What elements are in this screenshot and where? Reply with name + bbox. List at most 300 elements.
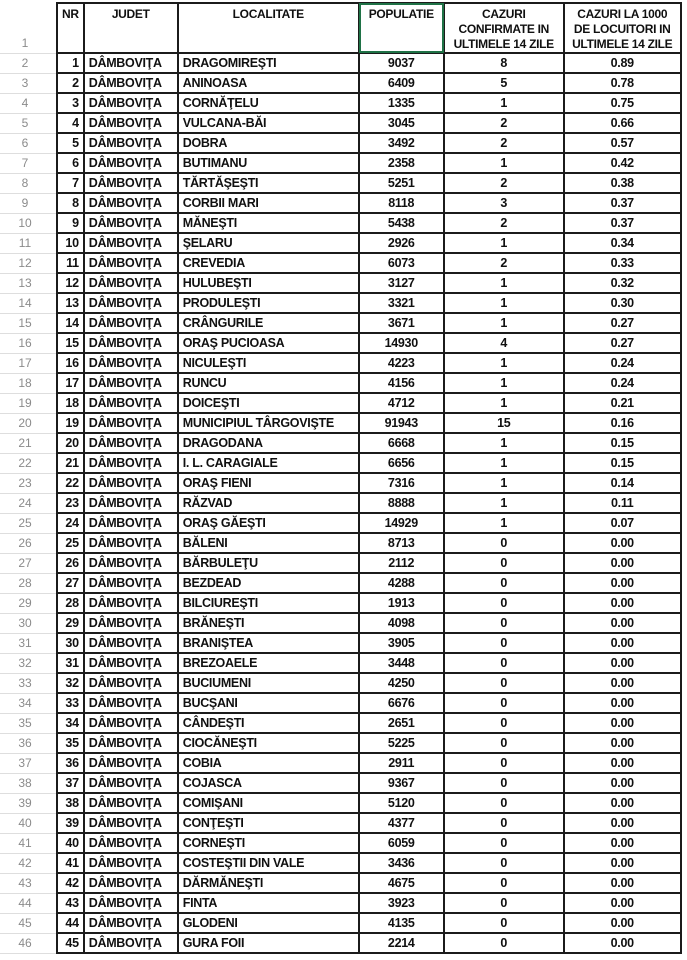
cell-judet[interactable]: DÂMBOVIŢA xyxy=(84,173,178,193)
cell-populatie[interactable]: 6059 xyxy=(359,833,444,853)
cell-rata[interactable]: 0.00 xyxy=(564,653,681,673)
cell-nr[interactable]: 11 xyxy=(57,253,84,273)
row-header[interactable]: 25 xyxy=(0,513,57,533)
cell-populatie[interactable]: 5120 xyxy=(359,793,444,813)
row-header[interactable]: 36 xyxy=(0,733,57,753)
cell-nr[interactable]: 28 xyxy=(57,593,84,613)
cell-nr[interactable]: 44 xyxy=(57,913,84,933)
cell-localitate[interactable]: CONŢEŞTI xyxy=(178,813,359,833)
cell-nr[interactable]: 21 xyxy=(57,453,84,473)
cell-nr[interactable]: 14 xyxy=(57,313,84,333)
cell-localitate[interactable]: BRĂNEŞTI xyxy=(178,613,359,633)
cell-judet[interactable]: DÂMBOVIŢA xyxy=(84,273,178,293)
cell-judet[interactable]: DÂMBOVIŢA xyxy=(84,493,178,513)
cell-populatie[interactable]: 3492 xyxy=(359,133,444,153)
cell-localitate[interactable]: MUNICIPIUL TÂRGOVIŞTE xyxy=(178,413,359,433)
row-header[interactable]: 16 xyxy=(0,333,57,353)
cell-localitate[interactable]: MĂNEŞTI xyxy=(178,213,359,233)
cell-populatie[interactable]: 3671 xyxy=(359,313,444,333)
cell-rata[interactable]: 0.00 xyxy=(564,573,681,593)
row-header[interactable]: 12 xyxy=(0,253,57,273)
cell-judet[interactable]: DÂMBOVIŢA xyxy=(84,193,178,213)
cell-judet[interactable]: DÂMBOVIŢA xyxy=(84,253,178,273)
row-header[interactable]: 35 xyxy=(0,713,57,733)
cell-rata[interactable]: 0.15 xyxy=(564,453,681,473)
column-header-populatie[interactable]: POPULATIE xyxy=(359,3,444,53)
cell-rata[interactable]: 0.57 xyxy=(564,133,681,153)
cell-cazuri[interactable]: 1 xyxy=(444,433,564,453)
row-header[interactable]: 6 xyxy=(0,133,57,153)
cell-localitate[interactable]: I. L. CARAGIALE xyxy=(178,453,359,473)
cell-localitate[interactable]: DOBRA xyxy=(178,133,359,153)
row-header[interactable]: 34 xyxy=(0,693,57,713)
cell-nr[interactable]: 29 xyxy=(57,613,84,633)
cell-judet[interactable]: DÂMBOVIŢA xyxy=(84,153,178,173)
cell-judet[interactable]: DÂMBOVIŢA xyxy=(84,113,178,133)
cell-judet[interactable]: DÂMBOVIŢA xyxy=(84,233,178,253)
cell-rata[interactable]: 0.00 xyxy=(564,613,681,633)
row-header[interactable]: 8 xyxy=(0,173,57,193)
row-header[interactable]: 13 xyxy=(0,273,57,293)
cell-judet[interactable]: DÂMBOVIŢA xyxy=(84,353,178,373)
cell-localitate[interactable]: NICULEŞTI xyxy=(178,353,359,373)
cell-populatie[interactable]: 91943 xyxy=(359,413,444,433)
cell-nr[interactable]: 25 xyxy=(57,533,84,553)
row-header[interactable]: 3 xyxy=(0,73,57,93)
cell-populatie[interactable]: 4223 xyxy=(359,353,444,373)
cell-rata[interactable]: 0.00 xyxy=(564,773,681,793)
cell-judet[interactable]: DÂMBOVIŢA xyxy=(84,333,178,353)
cell-cazuri[interactable]: 5 xyxy=(444,73,564,93)
cell-populatie[interactable]: 1913 xyxy=(359,593,444,613)
cell-judet[interactable]: DÂMBOVIŢA xyxy=(84,753,178,773)
cell-rata[interactable]: 0.27 xyxy=(564,313,681,333)
cell-localitate[interactable]: PRODULEŞTI xyxy=(178,293,359,313)
cell-populatie[interactable]: 3905 xyxy=(359,633,444,653)
cell-localitate[interactable]: COJASCA xyxy=(178,773,359,793)
column-header-judet[interactable]: JUDET xyxy=(84,3,178,53)
cell-rata[interactable]: 0.89 xyxy=(564,53,681,73)
cell-rata[interactable]: 0.16 xyxy=(564,413,681,433)
cell-rata[interactable]: 0.11 xyxy=(564,493,681,513)
cell-rata[interactable]: 0.14 xyxy=(564,473,681,493)
cell-cazuri[interactable]: 0 xyxy=(444,933,564,953)
cell-judet[interactable]: DÂMBOVIŢA xyxy=(84,593,178,613)
cell-rata[interactable]: 0.30 xyxy=(564,293,681,313)
cell-cazuri[interactable]: 0 xyxy=(444,733,564,753)
cell-populatie[interactable]: 6073 xyxy=(359,253,444,273)
row-header[interactable]: 9 xyxy=(0,193,57,213)
cell-populatie[interactable]: 6409 xyxy=(359,73,444,93)
cell-populatie[interactable]: 4098 xyxy=(359,613,444,633)
cell-judet[interactable]: DÂMBOVIŢA xyxy=(84,433,178,453)
cell-cazuri[interactable]: 8 xyxy=(444,53,564,73)
row-header[interactable]: 41 xyxy=(0,833,57,853)
cell-nr[interactable]: 3 xyxy=(57,93,84,113)
cell-judet[interactable]: DÂMBOVIŢA xyxy=(84,693,178,713)
cell-populatie[interactable]: 3923 xyxy=(359,893,444,913)
cell-populatie[interactable]: 6668 xyxy=(359,433,444,453)
cell-judet[interactable]: DÂMBOVIŢA xyxy=(84,133,178,153)
cell-localitate[interactable]: BEZDEAD xyxy=(178,573,359,593)
cell-localitate[interactable]: CREVEDIA xyxy=(178,253,359,273)
row-header[interactable]: 37 xyxy=(0,753,57,773)
cell-localitate[interactable]: CRÂNGURILE xyxy=(178,313,359,333)
cell-nr[interactable]: 23 xyxy=(57,493,84,513)
cell-populatie[interactable]: 3436 xyxy=(359,853,444,873)
cell-cazuri[interactable]: 0 xyxy=(444,613,564,633)
cell-rata[interactable]: 0.78 xyxy=(564,73,681,93)
cell-rata[interactable]: 0.37 xyxy=(564,193,681,213)
cell-rata[interactable]: 0.00 xyxy=(564,933,681,953)
cell-nr[interactable]: 39 xyxy=(57,813,84,833)
cell-rata[interactable]: 0.00 xyxy=(564,893,681,913)
cell-nr[interactable]: 10 xyxy=(57,233,84,253)
cell-rata[interactable]: 0.32 xyxy=(564,273,681,293)
row-header[interactable]: 18 xyxy=(0,373,57,393)
cell-judet[interactable]: DÂMBOVIŢA xyxy=(84,853,178,873)
cell-rata[interactable]: 0.00 xyxy=(564,833,681,853)
cell-rata[interactable]: 0.00 xyxy=(564,813,681,833)
row-header[interactable]: 29 xyxy=(0,593,57,613)
cell-cazuri[interactable]: 0 xyxy=(444,793,564,813)
cell-localitate[interactable]: VULCANA-BĂI xyxy=(178,113,359,133)
cell-cazuri[interactable]: 2 xyxy=(444,253,564,273)
cell-localitate[interactable]: CORNEŞTI xyxy=(178,833,359,853)
cell-nr[interactable]: 34 xyxy=(57,713,84,733)
cell-rata[interactable]: 0.27 xyxy=(564,333,681,353)
cell-cazuri[interactable]: 1 xyxy=(444,153,564,173)
cell-judet[interactable]: DÂMBOVIŢA xyxy=(84,613,178,633)
cell-localitate[interactable]: ORAŞ PUCIOASA xyxy=(178,333,359,353)
cell-nr[interactable]: 18 xyxy=(57,393,84,413)
row-header[interactable]: 27 xyxy=(0,553,57,573)
row-header[interactable]: 17 xyxy=(0,353,57,373)
cell-cazuri[interactable]: 0 xyxy=(444,753,564,773)
cell-populatie[interactable]: 8888 xyxy=(359,493,444,513)
row-header[interactable]: 44 xyxy=(0,893,57,913)
row-header[interactable]: 32 xyxy=(0,653,57,673)
cell-judet[interactable]: DÂMBOVIŢA xyxy=(84,93,178,113)
row-header[interactable]: 33 xyxy=(0,673,57,693)
cell-nr[interactable]: 38 xyxy=(57,793,84,813)
cell-localitate[interactable]: BREZOAELE xyxy=(178,653,359,673)
cell-judet[interactable]: DÂMBOVIŢA xyxy=(84,313,178,333)
cell-localitate[interactable]: BRANIŞTEA xyxy=(178,633,359,653)
cell-cazuri[interactable]: 0 xyxy=(444,653,564,673)
cell-populatie[interactable]: 4377 xyxy=(359,813,444,833)
cell-nr[interactable]: 15 xyxy=(57,333,84,353)
cell-localitate[interactable]: COBIA xyxy=(178,753,359,773)
cell-populatie[interactable]: 9037 xyxy=(359,53,444,73)
cell-nr[interactable]: 5 xyxy=(57,133,84,153)
cell-populatie[interactable]: 6676 xyxy=(359,693,444,713)
cell-populatie[interactable]: 2214 xyxy=(359,933,444,953)
cell-judet[interactable]: DÂMBOVIŢA xyxy=(84,653,178,673)
cell-rata[interactable]: 0.00 xyxy=(564,553,681,573)
cell-cazuri[interactable]: 4 xyxy=(444,333,564,353)
cell-populatie[interactable]: 3448 xyxy=(359,653,444,673)
cell-judet[interactable]: DÂMBOVIŢA xyxy=(84,573,178,593)
cell-cazuri[interactable]: 0 xyxy=(444,573,564,593)
cell-rata[interactable]: 0.00 xyxy=(564,853,681,873)
cell-nr[interactable]: 24 xyxy=(57,513,84,533)
cell-localitate[interactable]: RUNCU xyxy=(178,373,359,393)
cell-nr[interactable]: 33 xyxy=(57,693,84,713)
cell-populatie[interactable]: 4250 xyxy=(359,673,444,693)
cell-localitate[interactable]: CIOCĂNEŞTI xyxy=(178,733,359,753)
cell-localitate[interactable]: BUTIMANU xyxy=(178,153,359,173)
cell-localitate[interactable]: GLODENI xyxy=(178,913,359,933)
cell-judet[interactable]: DÂMBOVIŢA xyxy=(84,673,178,693)
cell-cazuri[interactable]: 2 xyxy=(444,133,564,153)
cell-judet[interactable]: DÂMBOVIŢA xyxy=(84,473,178,493)
cell-populatie[interactable]: 2112 xyxy=(359,553,444,573)
cell-rata[interactable]: 0.00 xyxy=(564,793,681,813)
row-header[interactable]: 31 xyxy=(0,633,57,653)
cell-rata[interactable]: 0.21 xyxy=(564,393,681,413)
cell-rata[interactable]: 0.00 xyxy=(564,693,681,713)
cell-cazuri[interactable]: 1 xyxy=(444,353,564,373)
row-header[interactable]: 40 xyxy=(0,813,57,833)
cell-judet[interactable]: DÂMBOVIŢA xyxy=(84,393,178,413)
row-header[interactable]: 11 xyxy=(0,233,57,253)
cell-nr[interactable]: 19 xyxy=(57,413,84,433)
cell-judet[interactable]: DÂMBOVIŢA xyxy=(84,293,178,313)
cell-nr[interactable]: 27 xyxy=(57,573,84,593)
cell-rata[interactable]: 0.33 xyxy=(564,253,681,273)
cell-cazuri[interactable]: 0 xyxy=(444,833,564,853)
cell-localitate[interactable]: COMIŞANI xyxy=(178,793,359,813)
cell-rata[interactable]: 0.24 xyxy=(564,373,681,393)
cell-judet[interactable]: DÂMBOVIŢA xyxy=(84,53,178,73)
cell-localitate[interactable]: BUCŞANI xyxy=(178,693,359,713)
cell-populatie[interactable]: 7316 xyxy=(359,473,444,493)
cell-localitate[interactable]: CORBII MARI xyxy=(178,193,359,213)
cell-judet[interactable]: DÂMBOVIŢA xyxy=(84,533,178,553)
cell-rata[interactable]: 0.00 xyxy=(564,733,681,753)
cell-localitate[interactable]: DOICEŞTI xyxy=(178,393,359,413)
cell-rata[interactable]: 0.00 xyxy=(564,593,681,613)
cell-populatie[interactable]: 14929 xyxy=(359,513,444,533)
cell-judet[interactable]: DÂMBOVIŢA xyxy=(84,633,178,653)
row-header[interactable]: 10 xyxy=(0,213,57,233)
cell-rata[interactable]: 0.15 xyxy=(564,433,681,453)
cell-nr[interactable]: 41 xyxy=(57,853,84,873)
cell-rata[interactable]: 0.24 xyxy=(564,353,681,373)
cell-populatie[interactable]: 6656 xyxy=(359,453,444,473)
cell-localitate[interactable]: ORAŞ FIENI xyxy=(178,473,359,493)
cell-cazuri[interactable]: 0 xyxy=(444,553,564,573)
cell-rata[interactable]: 0.00 xyxy=(564,873,681,893)
cell-judet[interactable]: DÂMBOVIŢA xyxy=(84,933,178,953)
cell-localitate[interactable]: BĂLENI xyxy=(178,533,359,553)
cell-nr[interactable]: 40 xyxy=(57,833,84,853)
cell-judet[interactable]: DÂMBOVIŢA xyxy=(84,893,178,913)
cell-localitate[interactable]: CÂNDEŞTI xyxy=(178,713,359,733)
cell-rata[interactable]: 0.00 xyxy=(564,753,681,773)
cell-populatie[interactable]: 2358 xyxy=(359,153,444,173)
cell-localitate[interactable]: ŞELARU xyxy=(178,233,359,253)
cell-localitate[interactable]: BILCIUREŞTI xyxy=(178,593,359,613)
cell-cazuri[interactable]: 0 xyxy=(444,713,564,733)
row-header[interactable]: 14 xyxy=(0,293,57,313)
cell-nr[interactable]: 2 xyxy=(57,73,84,93)
row-header[interactable]: 22 xyxy=(0,453,57,473)
row-header[interactable]: 30 xyxy=(0,613,57,633)
cell-rata[interactable]: 0.00 xyxy=(564,533,681,553)
cell-populatie[interactable]: 5438 xyxy=(359,213,444,233)
cell-nr[interactable]: 17 xyxy=(57,373,84,393)
column-header-rata[interactable]: CAZURI LA 1000 DE LOCUITORI IN ULTIMELE 14 ZILE xyxy=(564,3,681,53)
cell-localitate[interactable]: CORNĂŢELU xyxy=(178,93,359,113)
cell-populatie[interactable]: 4288 xyxy=(359,573,444,593)
cell-populatie[interactable]: 3321 xyxy=(359,293,444,313)
cell-localitate[interactable]: TĂRTĂŞEŞTI xyxy=(178,173,359,193)
row-header[interactable]: 15 xyxy=(0,313,57,333)
cell-nr[interactable]: 7 xyxy=(57,173,84,193)
cell-populatie[interactable]: 8713 xyxy=(359,533,444,553)
cell-judet[interactable]: DÂMBOVIŢA xyxy=(84,813,178,833)
cell-judet[interactable]: DÂMBOVIŢA xyxy=(84,873,178,893)
cell-cazuri[interactable]: 0 xyxy=(444,773,564,793)
row-header[interactable]: 4 xyxy=(0,93,57,113)
cell-nr[interactable]: 8 xyxy=(57,193,84,213)
cell-rata[interactable]: 0.75 xyxy=(564,93,681,113)
cell-nr[interactable]: 35 xyxy=(57,733,84,753)
cell-populatie[interactable]: 4675 xyxy=(359,873,444,893)
row-header[interactable]: 28 xyxy=(0,573,57,593)
cell-cazuri[interactable]: 0 xyxy=(444,633,564,653)
cell-populatie[interactable]: 9367 xyxy=(359,773,444,793)
column-header-cazuri[interactable]: CAZURI CONFIRMATE IN ULTIMELE 14 ZILE xyxy=(444,3,564,53)
cell-populatie[interactable]: 5251 xyxy=(359,173,444,193)
cell-cazuri[interactable]: 1 xyxy=(444,493,564,513)
cell-nr[interactable]: 12 xyxy=(57,273,84,293)
cell-nr[interactable]: 22 xyxy=(57,473,84,493)
cell-localitate[interactable]: HULUBEŞTI xyxy=(178,273,359,293)
cell-localitate[interactable]: GURA FOII xyxy=(178,933,359,953)
cell-cazuri[interactable]: 1 xyxy=(444,513,564,533)
cell-rata[interactable]: 0.37 xyxy=(564,213,681,233)
cell-localitate[interactable]: ANINOASA xyxy=(178,73,359,93)
cell-cazuri[interactable]: 1 xyxy=(444,393,564,413)
cell-nr[interactable]: 43 xyxy=(57,893,84,913)
cell-nr[interactable]: 9 xyxy=(57,213,84,233)
row-header[interactable]: 26 xyxy=(0,533,57,553)
cell-rata[interactable]: 0.00 xyxy=(564,633,681,653)
cell-localitate[interactable]: DRAGODANA xyxy=(178,433,359,453)
row-header[interactable]: 46 xyxy=(0,933,57,953)
cell-nr[interactable]: 1 xyxy=(57,53,84,73)
cell-populatie[interactable]: 8118 xyxy=(359,193,444,213)
row-header[interactable]: 1 xyxy=(0,3,57,53)
row-header[interactable]: 2 xyxy=(0,53,57,73)
cell-judet[interactable]: DÂMBOVIŢA xyxy=(84,373,178,393)
cell-nr[interactable]: 30 xyxy=(57,633,84,653)
cell-cazuri[interactable]: 0 xyxy=(444,533,564,553)
cell-rata[interactable]: 0.34 xyxy=(564,233,681,253)
cell-cazuri[interactable]: 3 xyxy=(444,193,564,213)
row-header[interactable]: 39 xyxy=(0,793,57,813)
cell-rata[interactable]: 0.00 xyxy=(564,673,681,693)
cell-judet[interactable]: DÂMBOVIŢA xyxy=(84,713,178,733)
cell-populatie[interactable]: 14930 xyxy=(359,333,444,353)
row-header[interactable]: 24 xyxy=(0,493,57,513)
cell-populatie[interactable]: 2651 xyxy=(359,713,444,733)
cell-nr[interactable]: 20 xyxy=(57,433,84,453)
row-header[interactable]: 20 xyxy=(0,413,57,433)
row-header[interactable]: 5 xyxy=(0,113,57,133)
row-header[interactable]: 19 xyxy=(0,393,57,413)
cell-cazuri[interactable]: 1 xyxy=(444,93,564,113)
row-header[interactable]: 21 xyxy=(0,433,57,453)
cell-judet[interactable]: DÂMBOVIŢA xyxy=(84,913,178,933)
row-header[interactable]: 38 xyxy=(0,773,57,793)
cell-populatie[interactable]: 4156 xyxy=(359,373,444,393)
column-header-localitate[interactable]: LOCALITATE xyxy=(178,3,359,53)
cell-nr[interactable]: 6 xyxy=(57,153,84,173)
cell-localitate[interactable]: FINTA xyxy=(178,893,359,913)
cell-cazuri[interactable]: 0 xyxy=(444,593,564,613)
cell-populatie[interactable]: 1335 xyxy=(359,93,444,113)
cell-localitate[interactable]: DĂRMĂNEŞTI xyxy=(178,873,359,893)
cell-cazuri[interactable]: 0 xyxy=(444,693,564,713)
cell-rata[interactable]: 0.42 xyxy=(564,153,681,173)
cell-populatie[interactable]: 3045 xyxy=(359,113,444,133)
cell-localitate[interactable]: BUCIUMENI xyxy=(178,673,359,693)
cell-cazuri[interactable]: 1 xyxy=(444,233,564,253)
cell-cazuri[interactable]: 1 xyxy=(444,373,564,393)
cell-cazuri[interactable]: 1 xyxy=(444,273,564,293)
cell-cazuri[interactable]: 0 xyxy=(444,853,564,873)
cell-cazuri[interactable]: 0 xyxy=(444,893,564,913)
cell-populatie[interactable]: 3127 xyxy=(359,273,444,293)
cell-localitate[interactable]: DRAGOMIREŞTI xyxy=(178,53,359,73)
cell-populatie[interactable]: 5225 xyxy=(359,733,444,753)
cell-nr[interactable]: 42 xyxy=(57,873,84,893)
cell-judet[interactable]: DÂMBOVIŢA xyxy=(84,793,178,813)
cell-nr[interactable]: 13 xyxy=(57,293,84,313)
row-header[interactable]: 7 xyxy=(0,153,57,173)
cell-localitate[interactable]: RĂZVAD xyxy=(178,493,359,513)
cell-nr[interactable]: 4 xyxy=(57,113,84,133)
cell-nr[interactable]: 36 xyxy=(57,753,84,773)
cell-rata[interactable]: 0.38 xyxy=(564,173,681,193)
column-header-nr[interactable]: NR xyxy=(57,3,84,53)
cell-cazuri[interactable]: 1 xyxy=(444,293,564,313)
cell-judet[interactable]: DÂMBOVIŢA xyxy=(84,413,178,433)
cell-cazuri[interactable]: 2 xyxy=(444,113,564,133)
cell-nr[interactable]: 37 xyxy=(57,773,84,793)
cell-populatie[interactable]: 2926 xyxy=(359,233,444,253)
cell-rata[interactable]: 0.00 xyxy=(564,913,681,933)
cell-cazuri[interactable]: 1 xyxy=(444,453,564,473)
cell-cazuri[interactable]: 0 xyxy=(444,673,564,693)
cell-cazuri[interactable]: 0 xyxy=(444,813,564,833)
cell-cazuri[interactable]: 1 xyxy=(444,313,564,333)
cell-populatie[interactable]: 4712 xyxy=(359,393,444,413)
cell-populatie[interactable]: 2911 xyxy=(359,753,444,773)
row-header[interactable]: 42 xyxy=(0,853,57,873)
cell-populatie[interactable]: 4135 xyxy=(359,913,444,933)
cell-nr[interactable]: 32 xyxy=(57,673,84,693)
cell-judet[interactable]: DÂMBOVIŢA xyxy=(84,733,178,753)
cell-cazuri[interactable]: 15 xyxy=(444,413,564,433)
cell-cazuri[interactable]: 2 xyxy=(444,173,564,193)
row-header[interactable]: 45 xyxy=(0,913,57,933)
cell-judet[interactable]: DÂMBOVIŢA xyxy=(84,513,178,533)
